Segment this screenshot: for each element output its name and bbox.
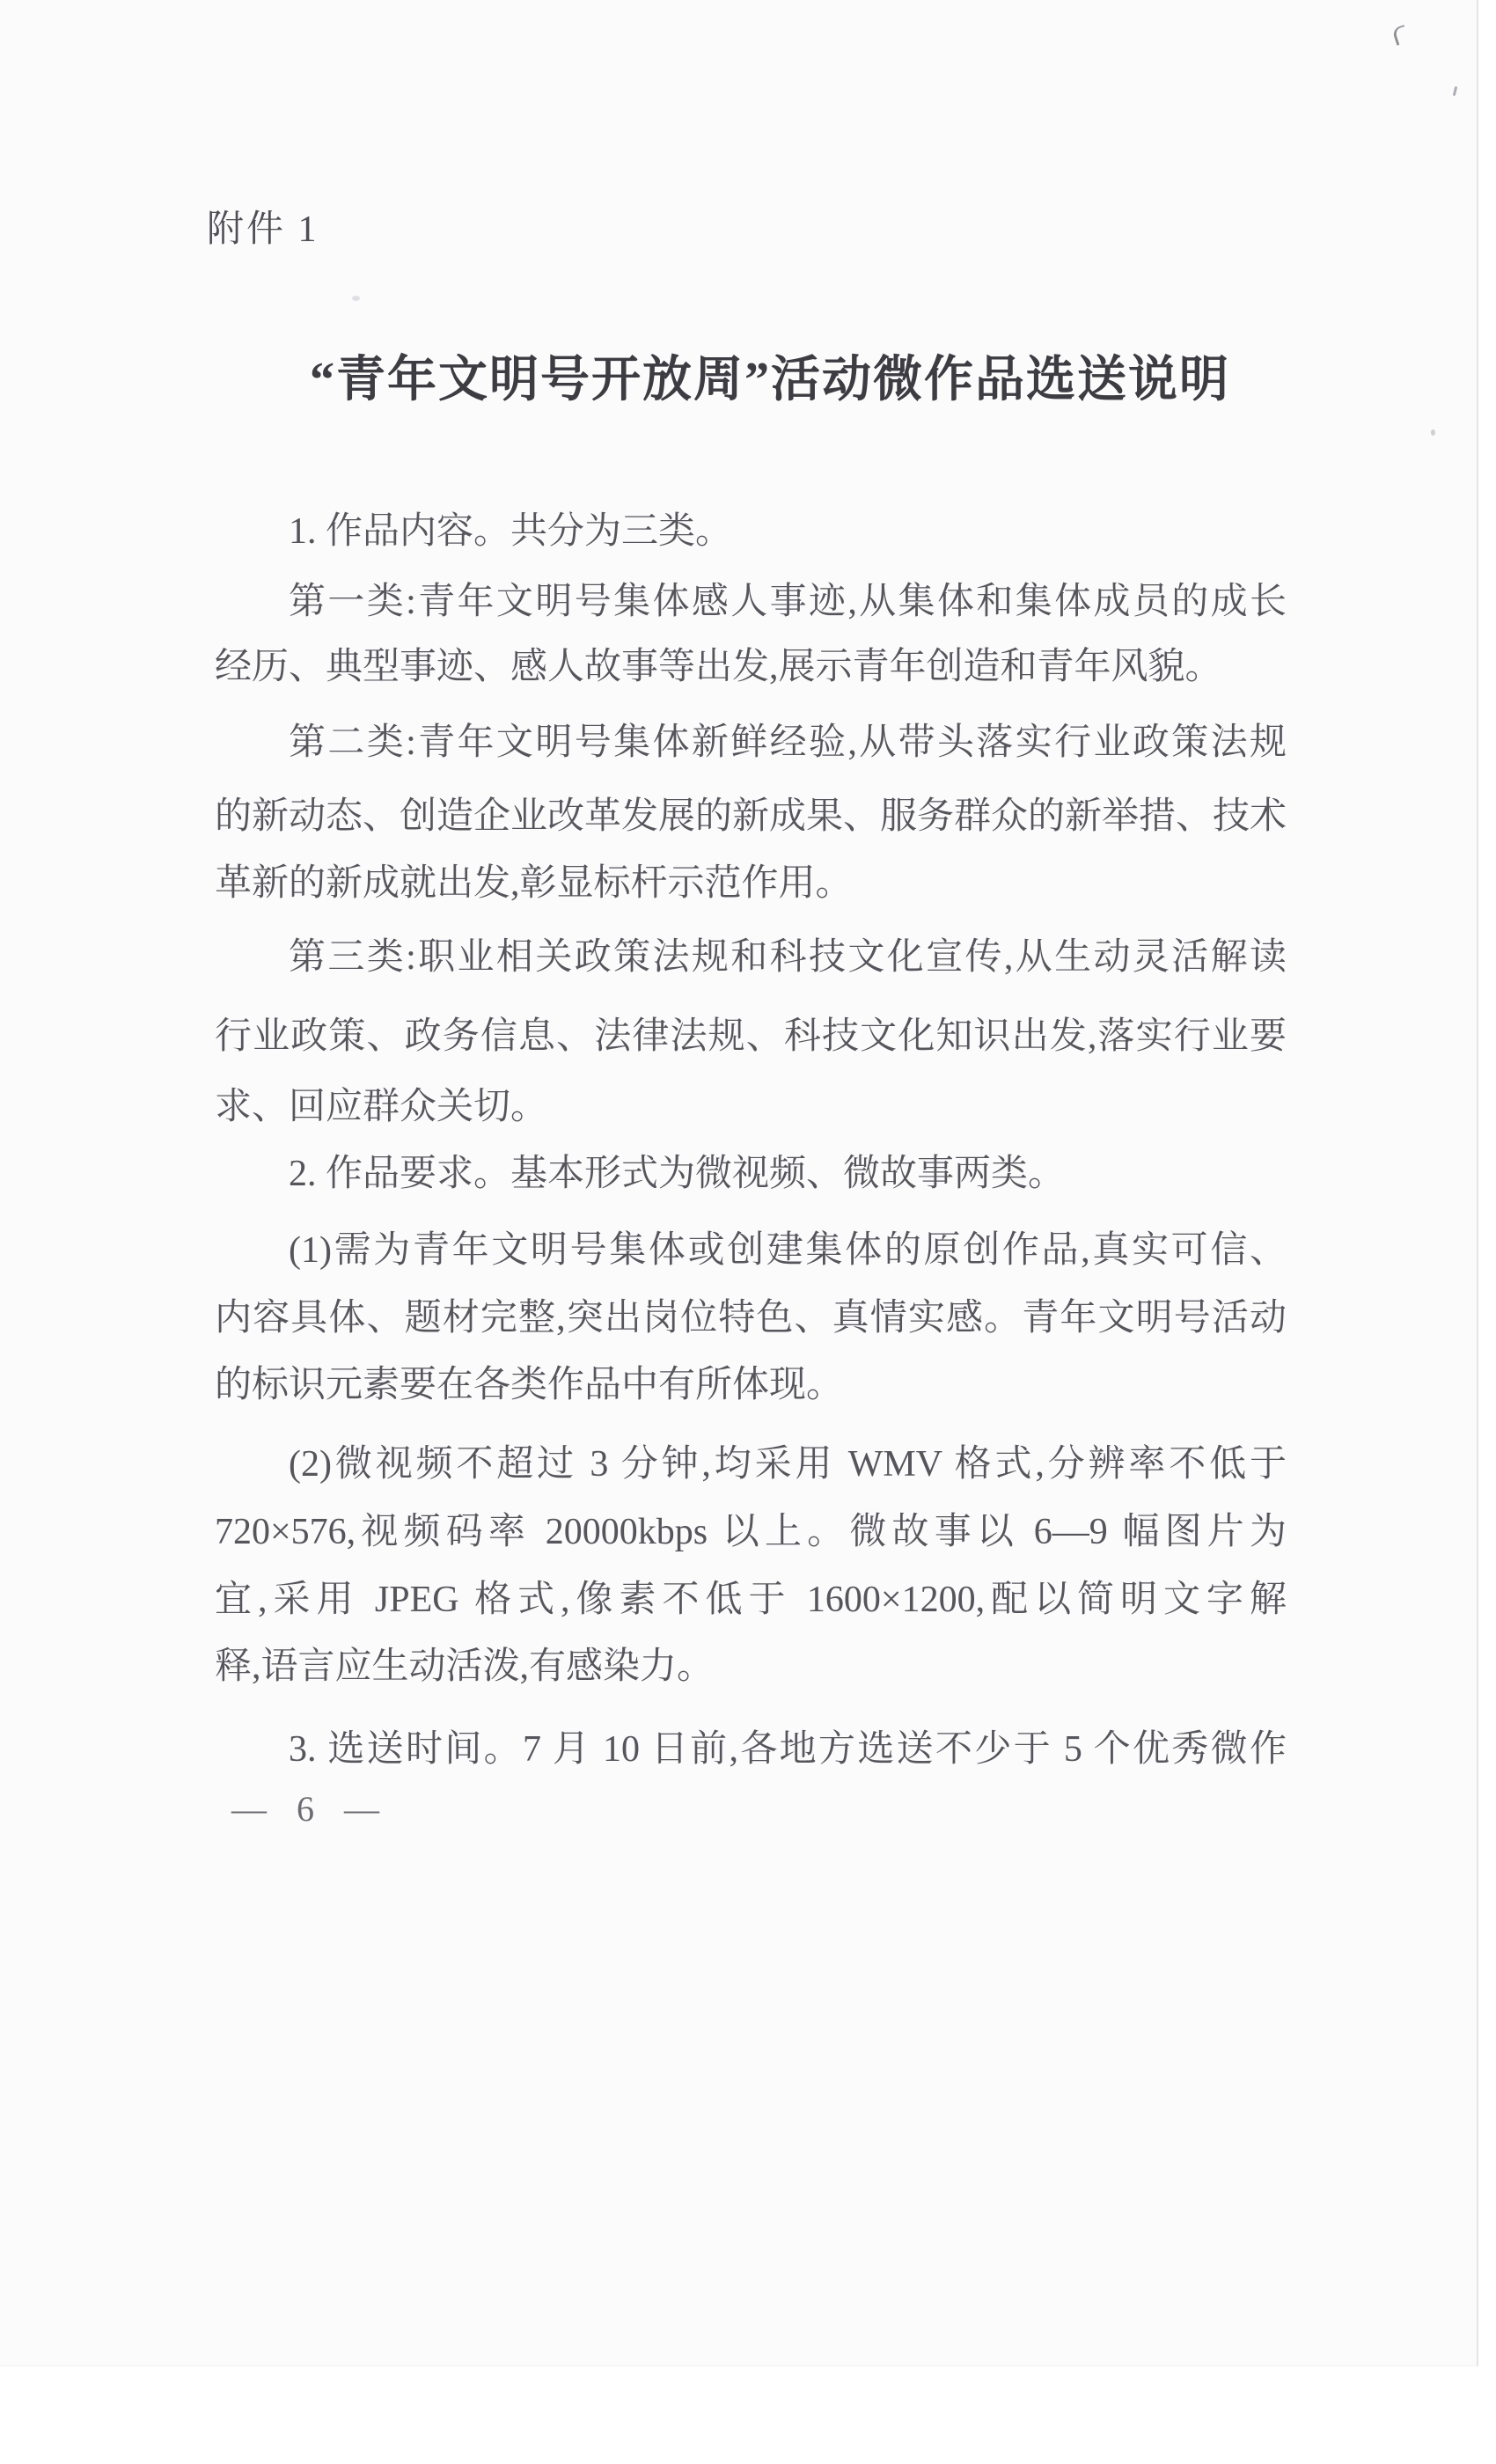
document-line: 第三类:职业相关政策法规和科技文化宣传,从生动灵活解读 bbox=[289, 937, 1287, 978]
document-line: 经历、典型事迹、感人故事等出发,展示青年创造和青年风貌。 bbox=[215, 647, 1222, 687]
document-line: 第二类:青年文明号集体新鲜经验,从带头落实行业政策法规 bbox=[289, 722, 1287, 763]
document-line: 革新的新成就出发,彰显标杆示范作用。 bbox=[215, 863, 853, 904]
attachment-label: 附件 1 bbox=[207, 209, 319, 250]
document-line: 2. 作品要求。基本形式为微视频、微故事两类。 bbox=[289, 1154, 1066, 1194]
document-line: 的标识元素要在各类作品中有所体现。 bbox=[215, 1365, 844, 1405]
document-line: 内容具体、题材完整,突出岗位特色、真情实感。青年文明号活动 bbox=[215, 1298, 1287, 1338]
document-line: 720×576,视频码率 20000kbps 以上。微故事以 6—9 幅图片为 bbox=[215, 1512, 1287, 1552]
document-line: 的新动态、创造企业改革发展的新成果、服务群众的新举措、技术 bbox=[215, 796, 1287, 837]
document-line: (1)需为青年文明号集体或创建集体的原创作品,真实可信、 bbox=[289, 1230, 1287, 1271]
document-line: 3. 选送时间。7 月 10 日前,各地方选送不少于 5 个优秀微作 bbox=[289, 1729, 1287, 1770]
document-line: 求、回应群众关切。 bbox=[215, 1087, 548, 1127]
document-line: 第一类:青年文明号集体感人事迹,从集体和集体成员的成长 bbox=[289, 582, 1287, 622]
page-number: — 6 — bbox=[231, 1789, 390, 1829]
document-title: “青年文明号开放周”活动微作品选送说明 bbox=[310, 353, 1230, 407]
document-line: 行业政策、政务信息、法律法规、科技文化知识出发,落实行业要 bbox=[215, 1016, 1287, 1057]
document-line: 1. 作品内容。共分为三类。 bbox=[289, 511, 733, 552]
document-line: 释,语言应生动活泼,有感染力。 bbox=[215, 1646, 715, 1687]
document-line: (2)微视频不超过 3 分钟,均采用 WMV 格式,分辨率不低于 bbox=[289, 1444, 1287, 1485]
document-line: 宜,采用 JPEG 格式,像素不低于 1600×1200,配以简明文字解 bbox=[215, 1580, 1287, 1620]
